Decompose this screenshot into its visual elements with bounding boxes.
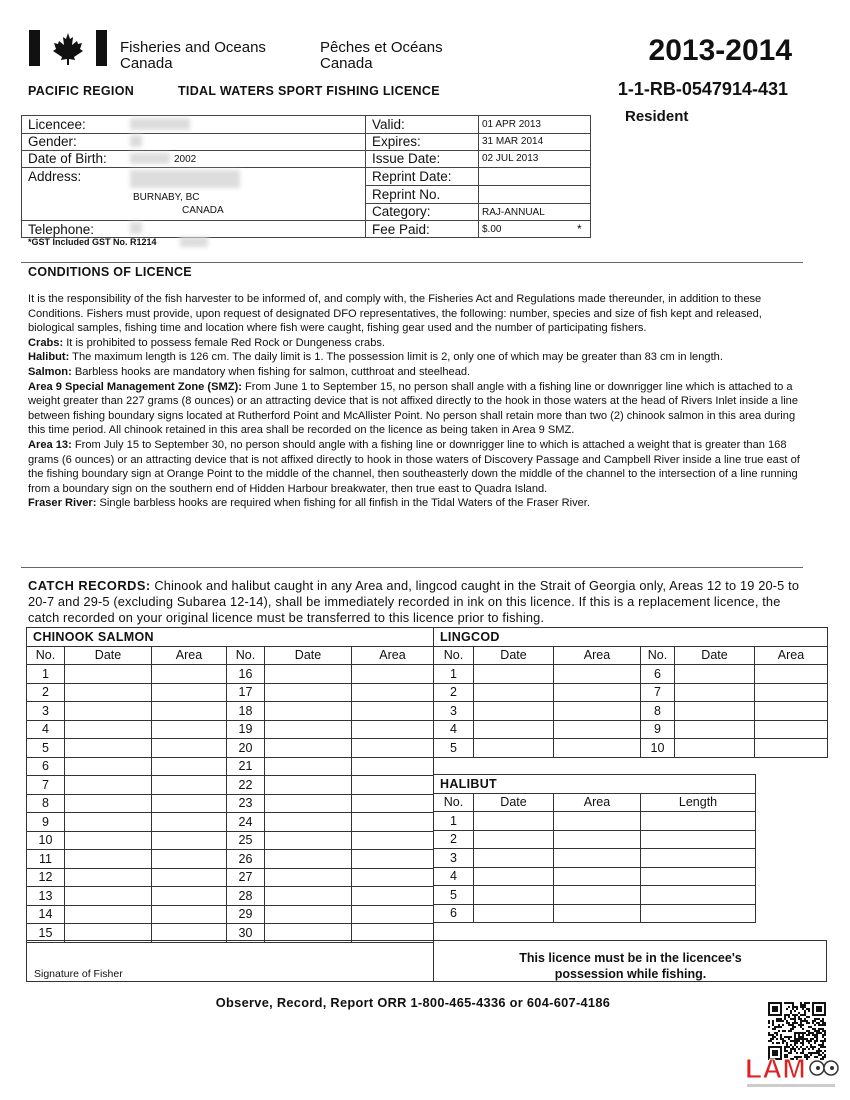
department-name-french — [320, 40, 443, 72]
redacted-address — [130, 170, 240, 188]
licencee-label: Licencee: — [28, 117, 86, 132]
chinook-date-cell — [265, 683, 352, 702]
halibut-date-cell — [474, 904, 554, 923]
telephone-label: Telephone: — [28, 222, 95, 237]
chinook-row-number: 4 — [27, 720, 65, 739]
chinook-row-number: 15 — [27, 924, 65, 943]
chinook-area-cell — [352, 720, 434, 739]
fraser-heading: Fraser River: — [28, 497, 97, 510]
halibut-title-row — [434, 775, 756, 794]
table-row — [434, 830, 756, 849]
chinook-date-cell — [65, 757, 152, 776]
halibut-row-number: 5 — [434, 886, 474, 905]
halibut-date-cell — [474, 830, 554, 849]
chinook-area-cell — [152, 868, 227, 887]
chinook-area-cell — [152, 665, 227, 684]
department-name-english — [120, 40, 266, 72]
lingcod-row-number: 2 — [434, 683, 474, 702]
chinook-area-cell — [352, 887, 434, 906]
fraser-text: Single barbless hooks are required when fishing for all finfish in the Tidal Waters of the Fraser River. — [96, 497, 590, 510]
licence-year: 2013-2014 — [648, 34, 792, 67]
chinook-date-cell — [265, 831, 352, 850]
chinook-area-cell — [152, 887, 227, 906]
chinook-area-cell — [352, 831, 434, 850]
conditions-text — [28, 292, 804, 511]
halibut-date-cell — [474, 812, 554, 831]
lingcod-row-number: 5 — [434, 739, 474, 758]
redacted-gender — [130, 135, 142, 147]
chinook-row-number: 21 — [227, 757, 265, 776]
chinook-row-number: 9 — [27, 813, 65, 832]
chinook-date-cell — [65, 831, 152, 850]
chinook-row-number: 24 — [227, 813, 265, 832]
reprint-date-label: Reprint Date: — [372, 169, 452, 184]
lingcod-date-cell — [675, 665, 755, 684]
chinook-date-cell — [65, 813, 152, 832]
halibut-table — [433, 774, 756, 923]
chinook-row-number: 14 — [27, 905, 65, 924]
valid-label: Valid: — [372, 117, 405, 132]
chinook-row-number: 27 — [227, 868, 265, 887]
chinook-date-cell — [65, 905, 152, 924]
chinook-date-cell — [265, 776, 352, 795]
chinook-row-number: 5 — [27, 739, 65, 758]
halibut-area-cell — [554, 886, 641, 905]
halibut-length-cell — [641, 830, 756, 849]
condition-area9 — [28, 380, 804, 438]
fee-paid-label: Fee Paid: — [372, 222, 430, 237]
chinook-area-cell — [352, 776, 434, 795]
signature-of-fisher-label: Signature of Fisher — [34, 968, 123, 980]
reprint-no-label: Reprint No. — [372, 187, 441, 202]
halibut-area-cell — [554, 867, 641, 886]
chinook-row-number: 6 — [27, 757, 65, 776]
chinook-date-cell — [65, 776, 152, 795]
chinook-area-cell — [152, 739, 227, 758]
department-en-line1: Fisheries and Oceans — [120, 39, 266, 56]
table-row — [434, 665, 828, 684]
table-row — [27, 757, 434, 776]
chinook-row-number: 17 — [227, 683, 265, 702]
redacted-telephone — [130, 222, 142, 234]
chinook-row-number: 19 — [227, 720, 265, 739]
table-row — [434, 867, 756, 886]
expires-value: 31 MAR 2014 — [482, 136, 544, 147]
table-row — [27, 683, 434, 702]
halibut-area-cell — [554, 904, 641, 923]
lingcod-date-cell — [675, 702, 755, 721]
lingcod-title-row — [434, 628, 828, 647]
halibut-date-cell — [474, 886, 554, 905]
possession-line-1: This licence must be in the licencee's — [519, 951, 742, 965]
lingcod-area-cell — [755, 683, 828, 702]
lingcod-area-cell — [755, 720, 828, 739]
chinook-date-cell — [65, 794, 152, 813]
halibut-area-cell — [554, 812, 641, 831]
lingcod-row-number: 3 — [434, 702, 474, 721]
residency-status: Resident — [625, 108, 689, 125]
lingcod-col-date: Date — [474, 646, 554, 665]
chinook-date-cell — [265, 905, 352, 924]
lingcod-area-cell — [554, 720, 641, 739]
redacted-gst-number — [180, 237, 208, 247]
chinook-area-cell — [152, 850, 227, 869]
chinook-salmon-table — [26, 627, 434, 943]
halibut-row-number: 6 — [434, 904, 474, 923]
halibut-row-number: 2 — [434, 830, 474, 849]
lingcod-date-cell — [474, 665, 554, 684]
halibut-date-cell — [474, 849, 554, 868]
section-divider — [21, 567, 803, 568]
chinook-date-cell — [265, 739, 352, 758]
orr-contact-line: Observe, Record, Report ORR 1-800-465-4336 or 604-607-4186 — [215, 995, 611, 1010]
lingcod-area-cell — [554, 739, 641, 758]
halibut-heading: Halibut: — [28, 351, 70, 364]
chinook-date-cell — [65, 720, 152, 739]
chinook-row-number: 30 — [227, 924, 265, 943]
halibut-length-cell — [641, 886, 756, 905]
chinook-area-cell — [352, 905, 434, 924]
table-row — [27, 831, 434, 850]
chinook-col-area-2: Area — [352, 646, 434, 665]
possession-notice — [434, 950, 827, 982]
chinook-col-date-2: Date — [265, 646, 352, 665]
chinook-date-cell — [65, 683, 152, 702]
chinook-date-cell — [265, 757, 352, 776]
lingcod-row-number: 10 — [641, 739, 675, 758]
conditions-intro: It is the responsibility of the fish harvester to be informed of, and comply with, the Fisheries Act and Regulations made thereunder, in addition to these Conditions. Fishers must provide, upon request of designated DFO representatives, the following: number, species and size of fish kept and released, biological samples, fishing time and location where fish were caught, fishing gear used and the number of participating fishers. — [28, 293, 762, 335]
condition-crabs — [28, 336, 804, 351]
chinook-row-number: 23 — [227, 794, 265, 813]
lamoo-watermark-logo — [745, 1048, 840, 1092]
chinook-col-area: Area — [152, 646, 227, 665]
chinook-date-cell — [265, 868, 352, 887]
halibut-row-number: 4 — [434, 867, 474, 886]
halibut-text: The maximum length is 126 cm. The daily limit is 1. The possession limit is 2, only one of which may be greater than 83 cm in length. — [69, 351, 723, 364]
chinook-col-no-2: No. — [227, 646, 265, 665]
lingcod-row-number: 6 — [641, 665, 675, 684]
chinook-area-cell — [152, 831, 227, 850]
area13-heading: Area 13: — [28, 438, 72, 451]
gst-note: *GST Included GST No. R1214 — [28, 237, 157, 247]
chinook-row-number: 1 — [27, 665, 65, 684]
lingcod-area-cell — [755, 665, 828, 684]
lingcod-date-cell — [474, 683, 554, 702]
conditions-title: CONDITIONS OF LICENCE — [28, 265, 192, 279]
lingcod-date-cell — [474, 739, 554, 758]
section-divider — [21, 262, 803, 263]
table-row — [434, 702, 828, 721]
halibut-col-no: No. — [434, 793, 474, 812]
halibut-length-cell — [641, 812, 756, 831]
chinook-row-number: 2 — [27, 683, 65, 702]
table-row — [27, 702, 434, 721]
chinook-area-cell — [152, 702, 227, 721]
canada-flag-icon — [29, 30, 107, 66]
chinook-area-cell — [152, 757, 227, 776]
table-row — [27, 887, 434, 906]
chinook-row-number: 11 — [27, 850, 65, 869]
chinook-area-cell — [152, 813, 227, 832]
condition-salmon — [28, 365, 804, 380]
chinook-col-date: Date — [65, 646, 152, 665]
chinook-area-cell — [352, 794, 434, 813]
chinook-date-cell — [265, 665, 352, 684]
chinook-area-cell — [352, 757, 434, 776]
lingcod-col-no-2: No. — [641, 646, 675, 665]
address-city: BURNABY, BC — [133, 192, 200, 203]
chinook-row-number: 7 — [27, 776, 65, 795]
chinook-date-cell — [65, 868, 152, 887]
table-row — [434, 720, 828, 739]
region-label: PACIFIC REGION — [28, 84, 135, 98]
catch-records-intro — [28, 578, 808, 627]
chinook-date-cell — [265, 887, 352, 906]
chinook-date-cell — [65, 739, 152, 758]
lingcod-col-date-2: Date — [675, 646, 755, 665]
lingcod-date-cell — [474, 720, 554, 739]
condition-halibut — [28, 350, 804, 365]
licence-number: 1-1-RB-0547914-431 — [617, 79, 788, 99]
chinook-area-cell — [352, 813, 434, 832]
chinook-area-cell — [352, 702, 434, 721]
redacted-dob — [130, 153, 170, 164]
chinook-row-number: 22 — [227, 776, 265, 795]
chinook-date-cell — [65, 702, 152, 721]
area9-text: From June 1 to September 15, no person shall angle with a fishing line or downrigger line which is attached to a weight greater than 227 grams (8 ounces) or an attracting device that is not affixed directly to the hook in those waters at the head of Rivers Inlet inside a line between fishing boundary signs located at Rutherford Point and McAllister Point. No person shall retain more than two (2) chinook salmon in this area during this time period. All chinook retained in this area shall be recorded on the licence as being taken in Area 9 SMZ. — [28, 380, 799, 437]
lingcod-date-cell — [675, 720, 755, 739]
chinook-col-no: No. — [27, 646, 65, 665]
lingcod-date-cell — [675, 739, 755, 758]
table-row — [434, 812, 756, 831]
area9-heading: Area 9 Special Management Zone (SMZ): — [28, 380, 242, 393]
chinook-area-cell — [152, 683, 227, 702]
chinook-row-number: 26 — [227, 850, 265, 869]
svg-text:LAM: LAM — [745, 1053, 806, 1084]
chinook-row-number: 10 — [27, 831, 65, 850]
dob-label: Date of Birth: — [28, 151, 107, 166]
lingcod-row-number: 4 — [434, 720, 474, 739]
chinook-row-number: 16 — [227, 665, 265, 684]
lingcod-row-number: 9 — [641, 720, 675, 739]
table-row — [27, 739, 434, 758]
chinook-area-cell — [352, 739, 434, 758]
chinook-area-cell — [152, 720, 227, 739]
gender-label: Gender: — [28, 134, 77, 149]
issue-date-value: 02 JUL 2013 — [482, 153, 539, 164]
table-row — [434, 886, 756, 905]
table-row — [27, 665, 434, 684]
chinook-date-cell — [265, 720, 352, 739]
address-label: Address: — [28, 169, 82, 184]
chinook-area-cell — [152, 794, 227, 813]
fee-paid-asterisk: * — [577, 222, 582, 236]
lingcod-title: LINGCOD — [434, 628, 828, 647]
halibut-date-cell — [474, 867, 554, 886]
lingcod-table — [433, 627, 828, 758]
chinook-header-row — [27, 646, 434, 665]
chinook-title-row — [27, 628, 434, 647]
halibut-header-row — [434, 793, 756, 812]
redacted-licencee-name — [130, 118, 190, 130]
chinook-area-cell — [152, 776, 227, 795]
licence-type-label: TIDAL WATERS SPORT FISHING LICENCE — [178, 84, 440, 98]
chinook-date-cell — [265, 702, 352, 721]
lingcod-area-cell — [755, 702, 828, 721]
chinook-row-number: 12 — [27, 868, 65, 887]
lingcod-header-row — [434, 646, 828, 665]
lingcod-date-cell — [675, 683, 755, 702]
lingcod-area-cell — [554, 665, 641, 684]
licencee-info-table — [21, 115, 591, 238]
department-fr-line1: Pêches et Océans — [320, 39, 443, 56]
halibut-row-number: 1 — [434, 812, 474, 831]
fee-paid-value: $.00 — [482, 224, 502, 235]
lingcod-col-area: Area — [554, 646, 641, 665]
chinook-date-cell — [65, 887, 152, 906]
chinook-row-number: 29 — [227, 905, 265, 924]
crabs-heading: Crabs: — [28, 336, 64, 349]
chinook-row-number: 8 — [27, 794, 65, 813]
halibut-col-date: Date — [474, 793, 554, 812]
chinook-area-cell — [352, 683, 434, 702]
chinook-date-cell — [265, 794, 352, 813]
department-en-line2: Canada — [120, 55, 173, 72]
condition-fraser — [28, 496, 804, 511]
salmon-heading: Salmon: — [28, 365, 72, 378]
issue-date-label: Issue Date: — [372, 151, 441, 166]
table-row — [27, 776, 434, 795]
table-row — [27, 794, 434, 813]
halibut-col-area: Area — [554, 793, 641, 812]
table-row — [434, 904, 756, 923]
crabs-text: It is prohibited to possess female Red Rock or Dungeness crabs. — [63, 336, 386, 349]
lingcod-row-number: 7 — [641, 683, 675, 702]
table-row — [27, 868, 434, 887]
chinook-title: CHINOOK SALMON — [27, 628, 434, 647]
chinook-row-number: 28 — [227, 887, 265, 906]
condition-area13 — [28, 438, 804, 496]
area13-text: From July 15 to September 30, no person should angle with a fishing line or downrigger line to which is attached a weight that is greater than 168 grams (6 ounces) or an attracting device that is not affixed directly to hook in those waters of Discovery Passage and Campbell River inside a line true east of the fishing boundary sign at Orange Point to the middle of the channel, then southeasterly down the middle of the channel to the intersection of a line running from a boundary sign on the southern end of Hidden Harbour breakwater, then true east to Quadra Island. — [28, 438, 800, 495]
table-row — [27, 813, 434, 832]
halibut-row-number: 3 — [434, 849, 474, 868]
chinook-row-number: 13 — [27, 887, 65, 906]
category-value: RAJ-ANNUAL — [482, 207, 545, 218]
chinook-area-cell — [352, 850, 434, 869]
lingcod-row-number: 1 — [434, 665, 474, 684]
chinook-date-cell — [265, 813, 352, 832]
chinook-row-number: 18 — [227, 702, 265, 721]
table-row — [434, 739, 828, 758]
chinook-row-number: 20 — [227, 739, 265, 758]
halibut-col-length: Length — [641, 793, 756, 812]
chinook-area-cell — [152, 905, 227, 924]
expires-label: Expires: — [372, 134, 421, 149]
chinook-date-cell — [65, 850, 152, 869]
lingcod-area-cell — [554, 683, 641, 702]
valid-value: 01 APR 2013 — [482, 119, 541, 130]
lingcod-date-cell — [474, 702, 554, 721]
table-row — [434, 849, 756, 868]
halibut-length-cell — [641, 867, 756, 886]
salmon-text: Barbless hooks are mandatory when fishing for salmon, cutthroat and steelhead. — [71, 365, 471, 378]
chinook-date-cell — [65, 665, 152, 684]
table-row — [27, 720, 434, 739]
table-row — [27, 850, 434, 869]
lingcod-col-area-2: Area — [755, 646, 828, 665]
category-label: Category: — [372, 204, 431, 219]
possession-line-2: possession while fishing. — [554, 967, 707, 981]
lingcod-area-cell — [554, 702, 641, 721]
department-fr-line2: Canada — [320, 55, 373, 72]
halibut-area-cell — [554, 830, 641, 849]
halibut-length-cell — [641, 849, 756, 868]
chinook-row-number: 25 — [227, 831, 265, 850]
signature-box — [26, 940, 827, 982]
halibut-length-cell — [641, 904, 756, 923]
address-country: CANADA — [182, 205, 224, 216]
lingcod-row-number: 8 — [641, 702, 675, 721]
catch-records-text: Chinook and halibut caught in any Area and, lingcod caught in the Strait of Georgia only, Areas 12 to 19 20-5 to 20-7 and 29-5 (excluding Subarea 12-14), shall be immediately recorded in ink on this licence. If this is a replacement licence, the catch recorded on your original licence must be transferred to this licence prior to fishing. — [28, 578, 800, 626]
chinook-row-number: 3 — [27, 702, 65, 721]
catch-records-heading: CATCH RECORDS: — [28, 578, 151, 593]
lingcod-col-no: No. — [434, 646, 474, 665]
table-row — [27, 905, 434, 924]
dob-value: 2002 — [174, 154, 197, 165]
halibut-title: HALIBUT — [434, 775, 756, 794]
chinook-date-cell — [265, 850, 352, 869]
halibut-area-cell — [554, 849, 641, 868]
chinook-area-cell — [352, 868, 434, 887]
table-row — [434, 683, 828, 702]
chinook-area-cell — [352, 665, 434, 684]
lingcod-area-cell — [755, 739, 828, 758]
